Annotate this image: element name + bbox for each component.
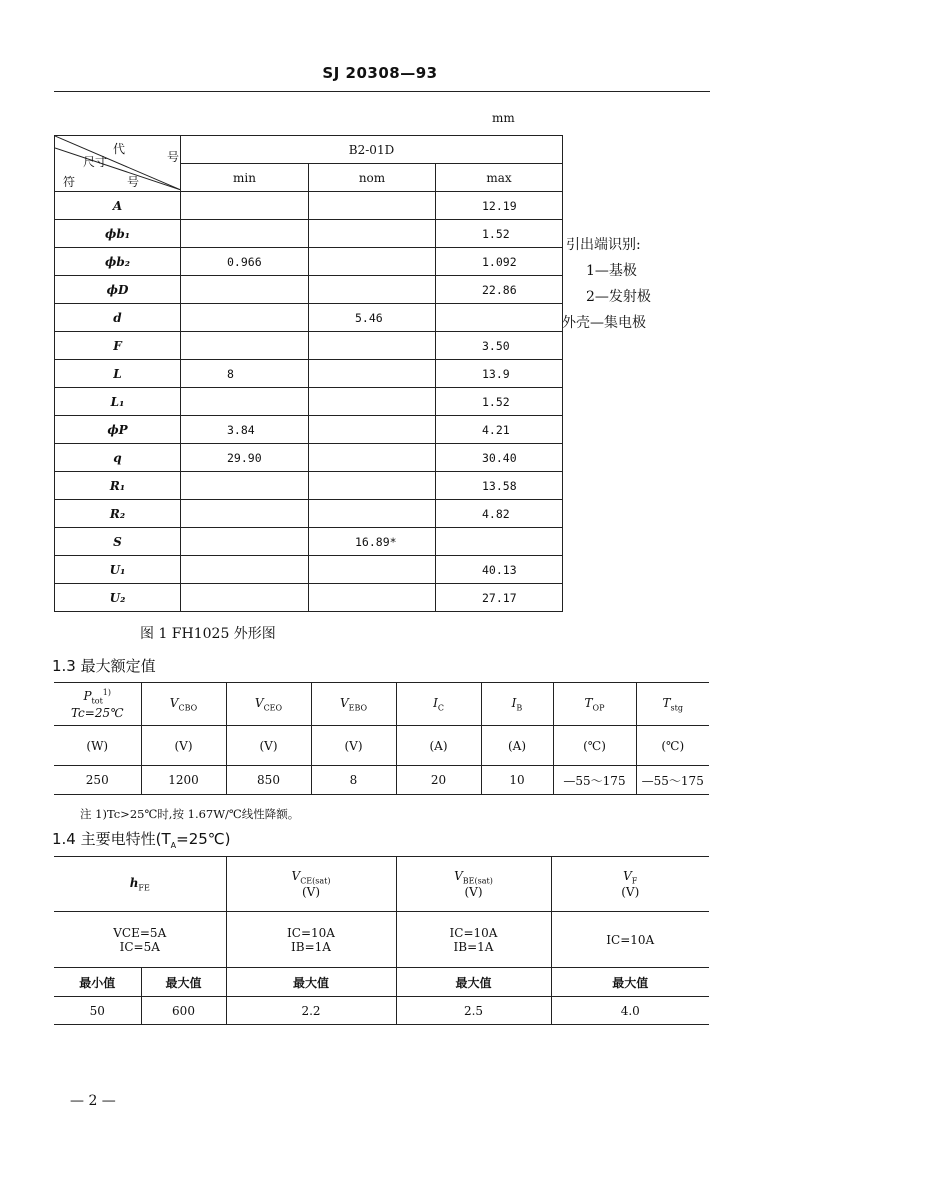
dim-symbol: A xyxy=(55,192,181,220)
col-top-header: $T_{OP}$ xyxy=(553,683,636,726)
dim-symbol: L xyxy=(55,360,181,388)
dim-max: 4.21 xyxy=(436,416,563,444)
col-vf-header: $V_F$ (V) xyxy=(551,857,709,912)
dim-symbol: q xyxy=(55,444,181,472)
diag-label-fu: 符 xyxy=(63,175,76,189)
value-cell: 250 xyxy=(54,766,141,795)
unit-cell: (V) xyxy=(311,726,396,766)
dim-min: 3.84 xyxy=(181,416,309,444)
col-vceo-header: $V_{CEO}$ xyxy=(226,683,311,726)
model-header: B2-01D xyxy=(181,136,563,164)
figure-caption: 图 1 FH1025 外形图 xyxy=(140,626,276,642)
unit-cell: (W) xyxy=(54,726,141,766)
col-vebo-header: $V_{EBO}$ xyxy=(311,683,396,726)
value-cell: 600 xyxy=(141,997,226,1025)
vf-condition: IC=10A xyxy=(551,912,709,968)
col-tstg-header: $T_{stg}$ xyxy=(636,683,709,726)
dim-min xyxy=(181,584,309,612)
dim-min xyxy=(181,472,309,500)
hfe-condition: VCE=5A IC=5A xyxy=(54,912,226,968)
tc-condition: Tc=25℃ xyxy=(70,705,124,720)
unit-cell: (A) xyxy=(396,726,481,766)
label-max: 最大值 xyxy=(551,968,709,997)
dim-min: 29.90 xyxy=(181,444,309,472)
dim-max: 22.86 xyxy=(436,276,563,304)
diag-label-chicun: 尺寸 xyxy=(83,155,108,169)
col-max-header: max xyxy=(436,164,563,192)
value-cell: 50 xyxy=(54,997,141,1025)
dim-max: 1.52 xyxy=(436,388,563,416)
dim-nom xyxy=(309,276,436,304)
document-header: SJ 20308—93 xyxy=(322,64,438,82)
table-row xyxy=(55,192,563,220)
dim-max xyxy=(436,304,563,332)
dim-symbol: L₁ xyxy=(55,388,181,416)
table-row xyxy=(55,528,563,556)
header-rule xyxy=(54,91,710,92)
dim-nom: 16.89* xyxy=(309,528,436,556)
pin-emitter: 2—发射极 xyxy=(586,289,651,305)
diag-label-hao: 号 xyxy=(167,150,180,164)
col-vcesat-header: $V_{CE(sat)}$ (V) xyxy=(226,857,396,912)
dim-min: 8 xyxy=(181,360,309,388)
value-cell: 2.5 xyxy=(396,997,551,1025)
dim-max: 40.13 xyxy=(436,556,563,584)
col-ptot-header: $P_{tot}^{1)}$ Tc=25℃ xyxy=(54,683,141,726)
unit-label: mm xyxy=(492,111,515,125)
unit-cell: (℃) xyxy=(553,726,636,766)
value-cell: —55～175 xyxy=(553,766,636,795)
pin-collector: 外壳—集电极 xyxy=(562,315,646,331)
dim-max: 13.58 xyxy=(436,472,563,500)
dim-min xyxy=(181,192,309,220)
table-row xyxy=(55,220,563,248)
value-cell: 2.2 xyxy=(226,997,396,1025)
col-ic-header: $I_C$ xyxy=(396,683,481,726)
table-row xyxy=(55,388,563,416)
value-cell: 850 xyxy=(226,766,311,795)
value-cell: 10 xyxy=(481,766,553,795)
dim-symbol: S xyxy=(55,528,181,556)
dim-symbol: d xyxy=(55,304,181,332)
pin-identification xyxy=(562,232,651,336)
table-row xyxy=(55,556,563,584)
table-row xyxy=(55,500,563,528)
dim-max: 30.40 xyxy=(436,444,563,472)
dim-nom xyxy=(309,584,436,612)
diag-label-hao2: 号 xyxy=(127,175,140,189)
label-max: 最大值 xyxy=(226,968,396,997)
dim-nom xyxy=(309,500,436,528)
unit-cell: (V) xyxy=(226,726,311,766)
value-cell: 20 xyxy=(396,766,481,795)
vcesat-condition: IC=10A IB=1A xyxy=(226,912,396,968)
value-cell: 8 xyxy=(311,766,396,795)
label-max: 最大值 xyxy=(141,968,226,997)
table-row xyxy=(55,276,563,304)
col-min-header: min xyxy=(181,164,309,192)
table-row xyxy=(55,444,563,472)
table-row xyxy=(55,248,563,276)
dim-nom xyxy=(309,192,436,220)
table-row xyxy=(55,332,563,360)
unit-cell: (A) xyxy=(481,726,553,766)
col-ib-header: $I_B$ xyxy=(481,683,553,726)
dim-min xyxy=(181,304,309,332)
diag-label-dai: 代 xyxy=(113,142,126,156)
dim-min xyxy=(181,220,309,248)
pin-base: 1—基极 xyxy=(586,263,637,279)
dim-nom xyxy=(309,556,436,584)
value-cell: 4.0 xyxy=(551,997,709,1025)
diagonal-header-cell xyxy=(55,136,181,192)
dim-nom xyxy=(309,332,436,360)
dim-max: 12.19 xyxy=(436,192,563,220)
dim-nom xyxy=(309,472,436,500)
table-row xyxy=(55,416,563,444)
dim-max: 3.50 xyxy=(436,332,563,360)
dim-min: 0.966 xyxy=(181,248,309,276)
table-row xyxy=(55,304,563,332)
value-cell: —55～175 xyxy=(636,766,709,795)
dim-nom xyxy=(309,360,436,388)
label-min: 最小值 xyxy=(54,968,141,997)
section-heading-electrical: 1.4 主要电特性$(T_A=25℃)$ xyxy=(52,830,231,850)
table-row xyxy=(55,360,563,388)
dim-max: 1.52 xyxy=(436,220,563,248)
dim-nom xyxy=(309,220,436,248)
derating-note: 注 1)Tc>25℃时,按 1.67W/℃线性降额。 xyxy=(80,807,300,821)
label-max: 最大值 xyxy=(396,968,551,997)
dim-min xyxy=(181,528,309,556)
unit-cell: (℃) xyxy=(636,726,709,766)
dim-nom xyxy=(309,248,436,276)
electrical-table xyxy=(54,856,709,1025)
dim-max: 13.9 xyxy=(436,360,563,388)
page-number: — 2 — xyxy=(70,1093,116,1109)
ratings-table xyxy=(54,682,709,795)
dim-symbol: U₁ xyxy=(55,556,181,584)
dim-nom xyxy=(309,416,436,444)
unit-cell: (V) xyxy=(141,726,226,766)
col-hfe-header: $h_{FE}$ xyxy=(54,857,226,912)
dim-symbol: ϕb₁ xyxy=(55,220,181,248)
dim-nom: 5.46 xyxy=(309,304,436,332)
vbesat-condition: IC=10A IB=1A xyxy=(396,912,551,968)
table-row xyxy=(55,584,563,612)
pin-title: 引出端识别: xyxy=(566,237,641,253)
dim-nom xyxy=(309,388,436,416)
dim-symbol: R₁ xyxy=(55,472,181,500)
value-cell: 1200 xyxy=(141,766,226,795)
dim-max: 1.092 xyxy=(436,248,563,276)
col-vbesat-header: $V_{BE(sat)}$ (V) xyxy=(396,857,551,912)
section-heading-ratings: 1.3 最大额定值 xyxy=(52,657,156,675)
dim-min xyxy=(181,500,309,528)
dimension-table xyxy=(54,135,563,612)
dim-min xyxy=(181,388,309,416)
dim-max: 27.17 xyxy=(436,584,563,612)
col-nom-header: nom xyxy=(309,164,436,192)
dim-max xyxy=(436,528,563,556)
dim-min xyxy=(181,332,309,360)
dim-min xyxy=(181,556,309,584)
table-row xyxy=(55,472,563,500)
dim-symbol: ϕD xyxy=(55,276,181,304)
dim-nom xyxy=(309,444,436,472)
dim-min xyxy=(181,276,309,304)
dim-max: 4.82 xyxy=(436,500,563,528)
dim-symbol: R₂ xyxy=(55,500,181,528)
dim-symbol: F xyxy=(55,332,181,360)
dim-symbol: U₂ xyxy=(55,584,181,612)
col-vcbo-header: $V_{CBO}$ xyxy=(141,683,226,726)
dim-symbol: ϕP xyxy=(55,416,181,444)
dim-symbol: ϕb₂ xyxy=(55,248,181,276)
